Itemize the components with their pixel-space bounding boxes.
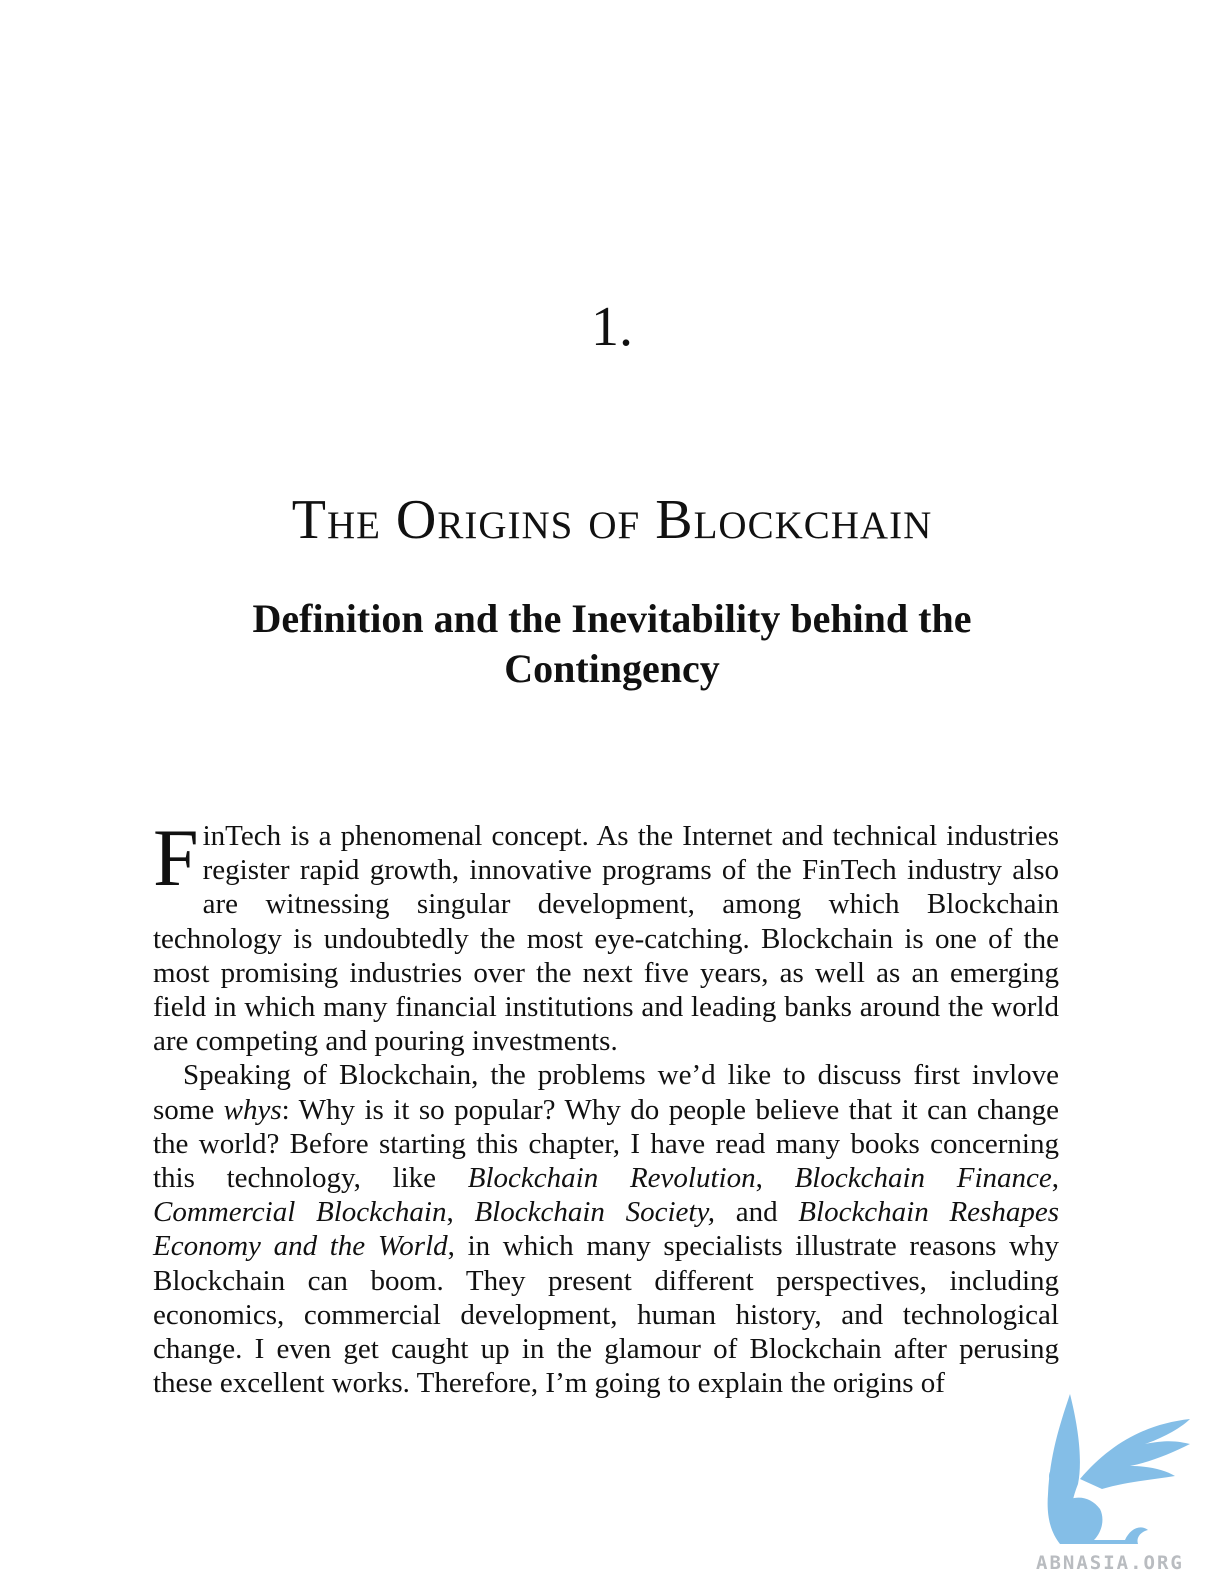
paragraph-1 [153,812,1059,1058]
griffin-logo-icon [1030,1384,1210,1554]
book-title: Blockchain Finance [794,1162,1052,1195]
chapter-number: 1. [591,296,633,358]
separator: , [446,1196,475,1229]
separator: and [714,1196,799,1229]
text-span: , in which many specialists illustrate reasons why Blockchain can boom. They present different perspectives, including economics, commercial development, human history, and technological change. I even get caught up in the glamour of Blockchain after perusing these excellent works. Therefore, I’m going to explain the origins of [153,1230,1059,1400]
book-title: Blockchain Revolution [467,1162,756,1195]
paragraph-1-text: inTech is a phenomenal concept. As the Internet and technical industries register rapid growth, innovative programs of the FinTech industry also are witnessing singular development, among which Blockchain technology is undoubtedly the most eye-catching. Blockchain is one of the most promising industries over the next five years, as well as an emerging field in which many financial institutions and leading banks around the world are competing and pouring investments. [153,820,1059,1058]
book-title: Blockchain Reshapes Economy and the World [153,1196,1059,1263]
separator: , [755,1162,795,1195]
text-span: Speaking of Blockchain, the problems we’d like to discuss first invlove some [153,1059,1059,1126]
watermark-text: ABNASIA.ORG [1036,1552,1184,1574]
body-text [153,812,1059,1400]
chapter-subtitle: Definition and the Inevitability behind the Contingency [252,596,972,691]
text-span: : Why is it so popular? Why do people believe that it can change the world? Before starting this chapter, I have read many books concerning this technology, like [153,1093,1059,1195]
book-title: Blockchain Society, [474,1196,715,1229]
book-title: Commercial Blockchain [153,1196,447,1229]
chapter-title: The Origins of Blockchain [291,489,933,551]
drop-cap: F [153,812,199,903]
paragraph-2 [153,1058,1059,1400]
emphasis-whys: whys [223,1093,282,1126]
separator: , [1051,1162,1059,1195]
